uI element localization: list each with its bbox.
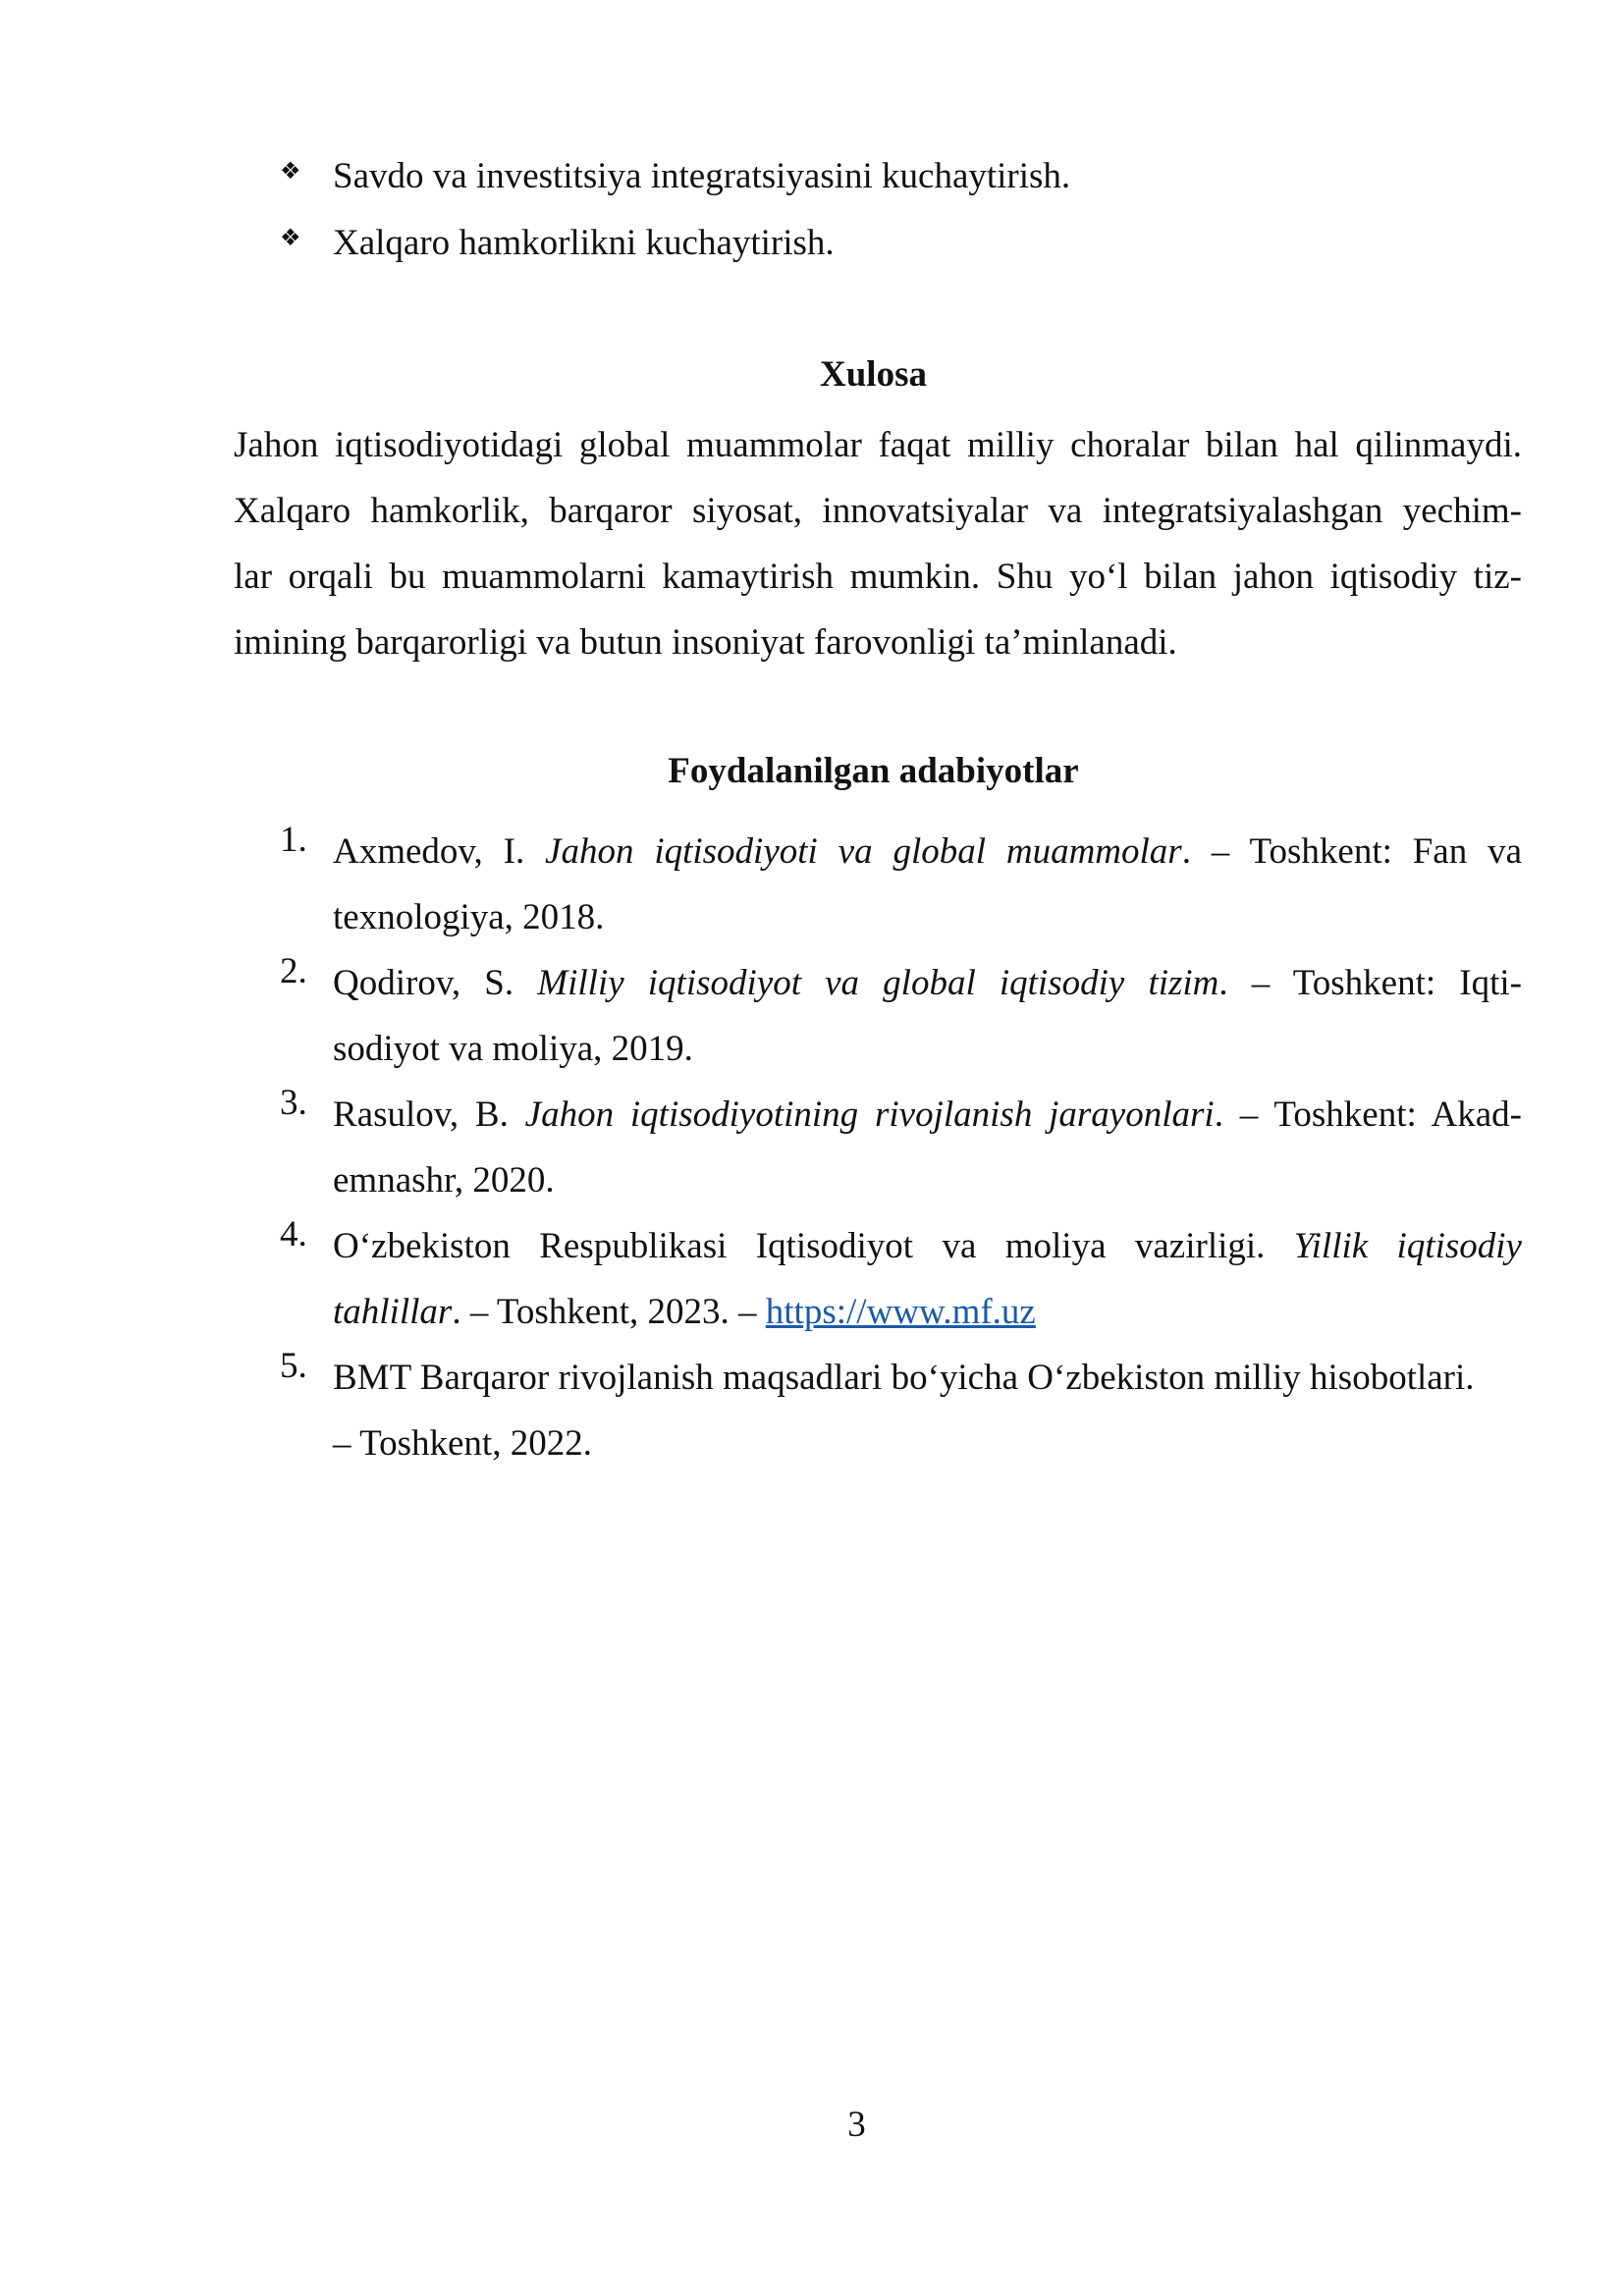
reference-title: Milliy iqtisodiyot va global iqtisodiy tizim	[537, 963, 1219, 1003]
reference-title: tahlillar	[333, 1292, 453, 1332]
page-number: 3	[847, 2105, 866, 2145]
reference-line: – Toshkent, 2022.	[333, 1423, 592, 1464]
diamond-bullet-icon: ❖	[280, 159, 301, 185]
reference-number: 1.	[280, 820, 307, 860]
conclusion-heading: Xulosa	[820, 354, 927, 395]
reference-line: texnologiya, 2018.	[333, 897, 605, 937]
paragraph-line: Xalqaro hamkorlik, barqaror siyosat, innovatsiyalar va integratsiyalashgan yechim-	[234, 491, 1522, 531]
references-heading: Foydalanilgan adabiyotlar	[668, 751, 1079, 791]
reference-number: 4.	[280, 1214, 307, 1255]
conclusion-paragraph	[234, 412, 1522, 675]
reference-number: 3.	[280, 1083, 307, 1123]
bullet-text: Savdo va investitsiya integratsiyasini kuchaytirish.	[333, 156, 1071, 196]
reference-number: 5.	[280, 1346, 307, 1386]
paragraph-line: lar orqali bu muammolarni kamaytirish mumkin. Shu yo‘l bilan jahon iqtisodiy tiz-	[234, 557, 1522, 597]
reference-title: Jahon iqtisodiyotining rivojlanish jarayonlari	[524, 1095, 1215, 1135]
bullet-text: Xalqaro hamkorlikni kuchaytirish.	[333, 223, 835, 263]
reference-line: BMT Barqaror rivojlanish maqsadlari bo‘yicha O‘zbekiston milliy hisobotlari.	[333, 1358, 1475, 1398]
reference-title: Yillik iqtisodiy	[1293, 1226, 1522, 1266]
reference-line: Qodirov, S. Milliy iqtisodiyot va global iqtisodiy tizim. – Toshkent: Iqti-	[333, 963, 1522, 1003]
reference-line: O‘zbekiston Respublikasi Iqtisodiyot va moliya vazirligi. Yillik iqtisodiy	[333, 1226, 1522, 1266]
reference-number: 2.	[280, 951, 307, 991]
diamond-bullet-icon: ❖	[280, 226, 301, 251]
reference-link[interactable]: https://www.mf.uz	[765, 1292, 1036, 1332]
reference-line: emnashr, 2020.	[333, 1160, 555, 1201]
reference-line: Rasulov, B. Jahon iqtisodiyotining rivojlanish jarayonlari. – Toshkent: Akad-	[333, 1095, 1522, 1135]
reference-line: tahlillar. – Toshkent, 2023. – https://www.mf.uz	[333, 1292, 1036, 1332]
paragraph-line: Jahon iqtisodiyotidagi global muammolar faqat milliy choralar bilan hal qilinmaydi.	[234, 425, 1522, 465]
reference-line: sodiyot va moliya, 2019.	[333, 1029, 693, 1069]
reference-title: Jahon iqtisodiyoti va global muammolar	[545, 831, 1182, 872]
paragraph-line: imining barqarorligi va butun insoniyat farovonligi ta’minlanadi.	[234, 622, 1177, 663]
reference-line: Axmedov, I. Jahon iqtisodiyoti va global muammolar. – Toshkent: Fan va	[333, 831, 1523, 872]
